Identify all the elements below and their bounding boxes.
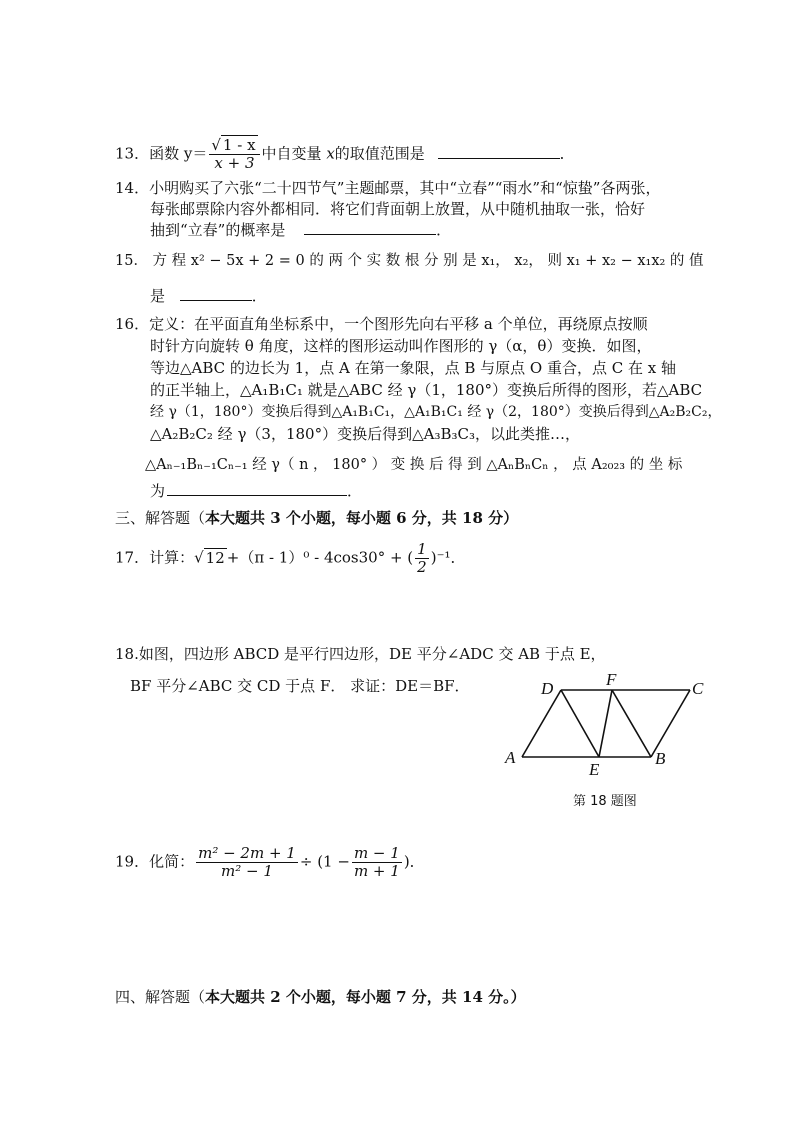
q16-end: ． xyxy=(347,482,363,500)
section-4-heading xyxy=(115,987,526,1007)
q19-div: ÷ (1 − xyxy=(299,852,350,871)
q16-line7: △Aₙ₋₁Bₙ₋₁Cₙ₋₁ 经 γ（ n ， 180° ） 变 换 后 得 到 △AₙBₙCₙ ， 点 A₂₀₂₃ 的 坐 标 xyxy=(145,457,683,473)
q17-frac-den: 2 xyxy=(417,558,427,576)
q13-var: x xyxy=(326,144,335,163)
label-E: E xyxy=(589,760,600,779)
question-19 xyxy=(115,845,425,880)
q18-line1: 18.如图，四边形 ABCD 是平行四边形，DE 平分∠ADC 交 AB 于点 E， xyxy=(115,645,606,663)
q14-line1: 14．小明购买了六张“二十四节气”主题邮票，其中“立春”“雨水”和“惊蛰”各两张， xyxy=(115,179,661,197)
q16-line4: 的正半轴上，△A₁B₁C₁ 就是△ABC 经 γ（1，180°）变换后所得的图形，若△ABC xyxy=(150,381,703,399)
q19-fraction-2 xyxy=(352,845,402,880)
q14-end: ． xyxy=(436,221,452,239)
q13-y: y＝ xyxy=(183,144,208,163)
q13-text2: 的取值范围是 xyxy=(334,144,425,163)
q17-tail: )⁻¹． xyxy=(430,548,466,567)
label-B: B xyxy=(655,749,666,768)
q17-fraction xyxy=(415,541,429,576)
q15-line2: 是 xyxy=(150,287,166,305)
q19-end: )． xyxy=(403,852,425,871)
edge-AD xyxy=(522,690,561,757)
q14-line2: 每张邮票除内容外都相同．将它们背面朝上放置，从中随机抽取一张，恰好 xyxy=(150,200,646,218)
segment-DE xyxy=(561,690,599,757)
label-C: C xyxy=(692,679,704,698)
q16-line5: 经 γ（1，180°）变换后得到△A₁B₁C₁，△A₁B₁C₁ 经 γ（2，180°）变换后得到△A₂B₂C₂， xyxy=(150,404,722,420)
q15-answer-blank[interactable] xyxy=(180,286,252,301)
q16-line8-wrap xyxy=(150,481,362,501)
q19-num1: m² − 2m + 1 xyxy=(198,844,296,862)
q16-line3: 等边△ABC 的边长为 1，点 A 在第一象限，点 B 与原点 O 重合，点 C 在 x 轴 xyxy=(150,359,676,377)
q16-answer-blank[interactable] xyxy=(167,481,347,496)
q17-number: 17．计算： xyxy=(115,548,195,567)
q17-sqrt-inner: 12 xyxy=(205,548,225,567)
q16-line1: 16．定义：在平面直角坐标系中，一个图形先向右平移 a 个单位，再绕原点按顺 xyxy=(115,315,648,333)
label-F: F xyxy=(606,670,617,689)
label-A: A xyxy=(505,748,516,767)
section-3-heading xyxy=(115,508,518,528)
segment-EF xyxy=(599,690,612,757)
q17-sqrt: √ 12 xyxy=(194,548,225,567)
q19-fraction-1 xyxy=(196,845,298,880)
question-13 xyxy=(115,137,575,172)
q13-answer-blank[interactable] xyxy=(438,144,560,159)
q15-line1: 15． 方 程 x² − 5x + 2 = 0 的 两 个 实 数 根 分 别 是 x₁， x₂， 则 x₁ + x₂ − x₁x₂ 的 值 xyxy=(115,253,704,269)
q14-line3-wrap xyxy=(150,220,451,240)
q13-text: 中自变量 xyxy=(261,144,322,163)
q13-end: ． xyxy=(559,144,575,163)
section-4-title-a: 四、解答题（ xyxy=(115,988,206,1006)
section-4-title-b: 本大题共 2 个小题，每小题 7 分，共 14 分。） xyxy=(205,988,526,1006)
q13-fraction: $\frac{√ 1 - x}{x + 3}$ xyxy=(209,137,259,172)
q19-num2: m − 1 xyxy=(353,844,400,862)
q16-line8: 为 xyxy=(150,482,166,500)
question-17 xyxy=(115,541,466,576)
segment-FB xyxy=(612,690,651,757)
q15-line2-wrap xyxy=(150,286,267,306)
q13-sqrt-inner: 1 - x xyxy=(222,136,256,154)
q17-mid: +（π - 1）⁰ - 4cos30° + ( xyxy=(226,548,414,567)
q14-answer-blank[interactable] xyxy=(304,220,436,235)
label-D: D xyxy=(541,679,554,698)
q14-line3: 抽到“立春”的概率是 xyxy=(150,221,286,239)
q16-line6: △A₂B₂C₂ 经 γ（3，180°）变换后得到△A₃B₃C₃，以此类推…， xyxy=(150,425,580,443)
edge-CB xyxy=(651,690,690,757)
q19-den1: m² − 1 xyxy=(221,862,273,880)
q13-number: 13．函数 xyxy=(115,144,180,163)
q18-figure xyxy=(495,665,720,785)
section-3-title-a: 三、解答题（ xyxy=(115,509,206,527)
q18-line2: BF 平分∠ABC 交 CD 于点 F． 求证：DE＝BF． xyxy=(130,677,470,695)
section-3-title-b: 本大题共 3 个小题，每小题 6 分，共 18 分） xyxy=(205,509,519,527)
q16-line2: 时针方向旋转 θ 角度，这样的图形运动叫作图形的 γ（α，θ）变换．如图， xyxy=(150,337,652,355)
q13-denominator: x + 3 xyxy=(214,154,255,172)
q15-end: ． xyxy=(251,287,267,305)
q19-number: 19．化简： xyxy=(115,852,195,871)
q19-den2: m + 1 xyxy=(353,862,400,880)
q18-caption: 第 18 题图 xyxy=(573,794,637,809)
q17-frac-num: 1 xyxy=(417,540,427,558)
